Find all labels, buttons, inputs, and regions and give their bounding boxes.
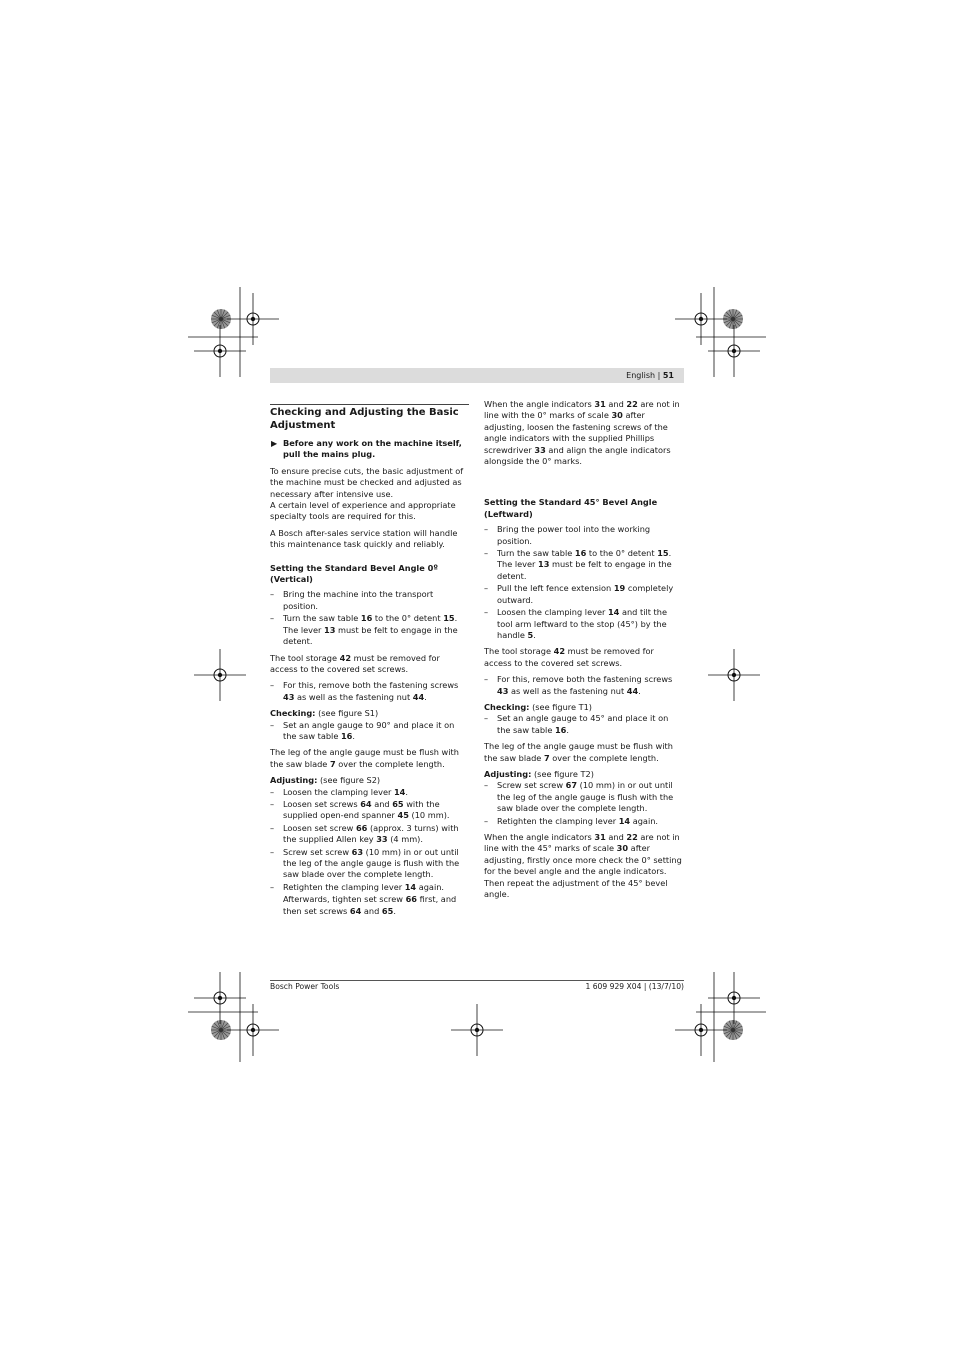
adjusting-heading: Adjusting: (see figure T2) [484,768,594,779]
list-dash: – [270,719,275,730]
intro-paragraph-1: To ensure precise cuts, the basic adjustment of the machine must be checked and adjusted as necessary after intensive use. [270,465,464,499]
checking-heading: Checking: (see figure S1) [270,708,379,719]
intro-paragraph-2: A certain level of experience and appropriate specialty tools are required for this. [270,500,456,522]
final-angle-note: When the angle indicators 31 and 22 are not in line with the 45° marks of scale 30 after adjusting, firstly once more check the 0° setting for the bevel angle and the angle indicators. Then repeat the adjustment of the 45° bevel angle. [484,832,682,900]
list-item: – For this, remove both the fastening screws 43 as well as the fastening nut 44. [270,680,459,702]
header-language: English [626,371,656,380]
list-dash: – [270,822,275,833]
warning-text: Before any work on the machine itself, pull the mains plug. [283,438,462,460]
flush-note: The leg of the angle gauge must be flush with the saw blade 7 over the complete length. [270,747,459,769]
list-item: – Turn the saw table 16 to the 0° detent 15. The lever 13 must be felt to engage in the detent. [484,548,672,581]
intro-paragraph-3: A Bosch after-sales service station will handle this maintenance task quickly and reliably. [270,527,458,550]
list-item: – Loosen set screw 66 (approx. 3 turns) with the supplied Allen key 33 (4 mm). [270,822,459,845]
list-dash: – [270,680,275,691]
list-item: – Bring the machine into the transport position. [270,589,434,611]
list-item: – Screw set screw 63 (10 mm) in or out until the leg of the angle gauge is flush with the saw blade over the complete length. [270,846,460,880]
list-dash: – [270,881,275,892]
tool-storage-note: The tool storage 42 must be removed for access to the covered set screws. [270,652,440,674]
right-column [484,399,684,905]
step-list [484,524,684,641]
step-list [270,720,469,743]
header-separator: | [657,371,661,380]
step-list [484,674,684,697]
left-column [270,404,469,922]
list-item: – Turn the saw table 16 to the 0° detent 15. The lever 13 must be felt to engage in the detent. [270,613,458,647]
list-item: – Loosen the clamping lever 14. [270,786,408,797]
list-dash: – [484,780,489,791]
list-dash: – [484,815,489,826]
section-title: Checking and Adjusting the Basic Adjustment [270,404,469,432]
list-dash: – [484,674,489,685]
subheading-bevel-45: Setting the Standard 45° Bevel Angle (Leftward) [484,497,658,519]
page-header [270,368,684,383]
list-item: – Loosen the clamping lever 14 and tilt the tool arm leftward to the stop (45°) by the handle 5. [484,607,667,640]
list-item: – Pull the left fence extension 19 completely outward. [484,583,674,605]
list-dash: – [484,524,489,535]
checking-heading: Checking: (see figure T1) [484,701,592,712]
list-dash: – [270,786,275,797]
footer-brand: Bosch Power Tools [270,982,340,991]
list-dash: – [484,583,489,594]
list-dash: – [484,548,489,559]
safety-warning [270,438,469,461]
list-item: – Retighten the clamping lever 14 again. Afterwards, tighten set screw 66 first, and then set screws 64 and 65. [270,882,469,917]
list-item: – Set an angle gauge to 90° and place it on the saw table 16. [270,719,455,741]
step-list [270,589,469,647]
step-list [484,713,684,736]
footer-divider [270,980,684,981]
step-list [270,787,469,917]
list-dash: – [270,798,275,809]
list-item: – Retighten the clamping lever 14 again. [484,815,659,826]
list-item: – Bring the power tool into the working position. [484,524,651,546]
list-item: – Screw set screw 67 (10 mm) in or out until the leg of the angle gauge is flush with the saw blade over the complete length. [484,780,674,814]
list-item: – For this, remove both the fastening screws 43 as well as the fastening nut 44. [484,674,673,696]
footer-document-code: 1 609 929 X04 | (13/7/10) [585,982,684,991]
list-dash: – [484,713,489,724]
subheading-bevel-0: Setting the Standard Bevel Angle 0º (Vertical) [270,562,438,585]
list-dash: – [270,589,275,600]
list-dash: – [270,613,275,624]
list-item: – Set an angle gauge to 45° and place it on the saw table 16. [484,713,669,735]
list-dash: – [484,607,489,618]
tool-storage-note: The tool storage 42 must be removed for access to the covered set screws. [484,646,654,668]
list-item-continuation: Afterwards, tighten set screw 66 first, and then set screws 64 and 65. [283,894,457,916]
list-item: – Loosen set screws 64 and 65 with the supplied open-end spanner 45 (10 mm). [270,798,450,821]
adjusting-heading: Adjusting: (see figure S2) [270,775,381,786]
step-list [484,780,684,827]
flush-note: The leg of the angle gauge must be flush with the saw blade 7 over the complete length. [484,741,673,763]
warning-arrow-icon: ▶ [271,439,278,448]
page-number: 51 [662,371,674,380]
step-list [270,680,469,703]
angle-indicator-alignment-note: When the angle indicators 31 and 22 are not in line with the 0° marks of scale 30 after adjusting, loosen the fastening screws of the angle indicators with the supplied Phillips screwdriver 33 and align the angle indicators alongside the 0° marks. [484,399,680,467]
list-dash: – [270,846,275,857]
